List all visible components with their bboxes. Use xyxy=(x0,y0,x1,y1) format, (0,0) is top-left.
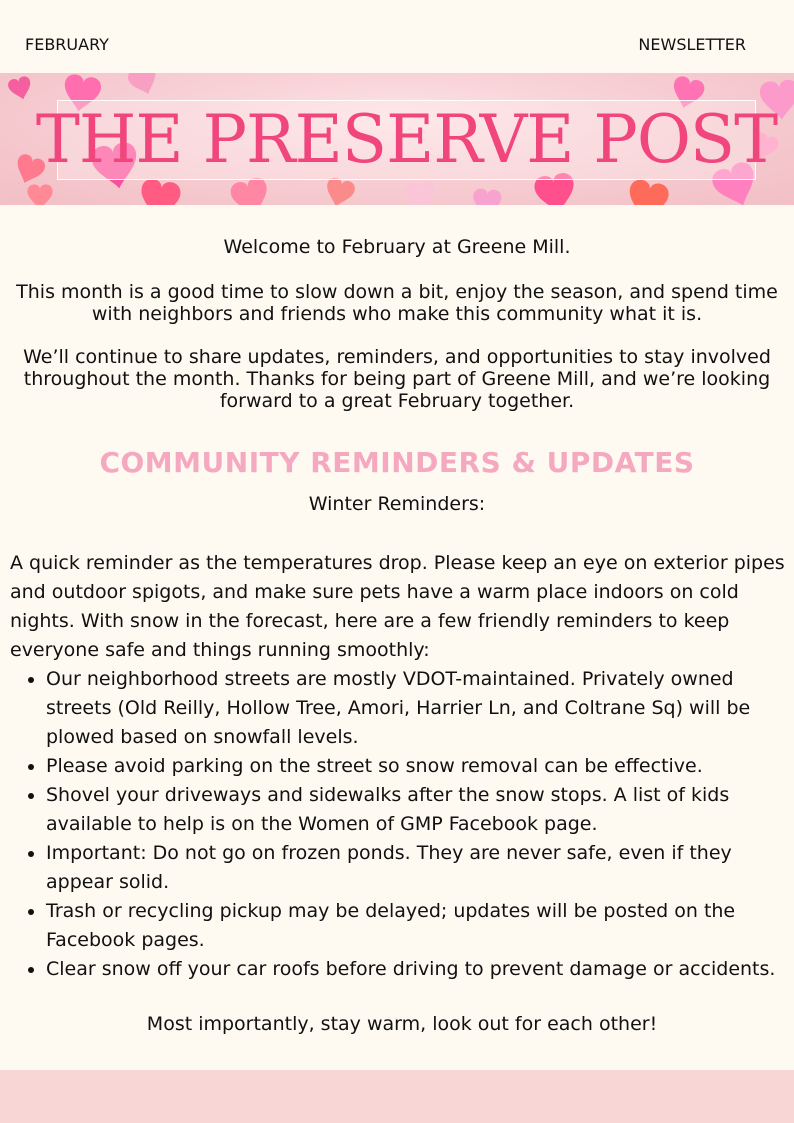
list-item: • Important: Do not go on frozen ponds. They are never safe, even if they appear solid. xyxy=(46,839,794,897)
title-banner xyxy=(0,73,794,205)
title-frame xyxy=(35,100,778,180)
reminders-paragraph: A quick reminder as the temperatures drop. Please keep an eye on exterior pipes and outdoor spigots, and make sure pets have a warm place indoors on cold nights. With snow in the forecast, here are a few friendly reminders to keep everyone safe and things running smoothly: xyxy=(10,552,785,661)
list-item: • Please avoid parking on the street so snow removal can be effective. xyxy=(46,752,794,781)
section-heading: COMMUNITY REMINDERS & UPDATES xyxy=(99,446,695,479)
footer-band xyxy=(0,1070,794,1123)
closing-line: Most importantly, stay warm, look out for each other! xyxy=(146,1013,658,1035)
list-item: • Clear snow off your car roofs before driving to prevent damage or accidents. xyxy=(46,955,794,984)
newsletter-title: THE PRESERVE POST xyxy=(35,101,778,178)
newsletter-label: NEWSLETTER xyxy=(638,35,746,54)
reminders-body xyxy=(10,549,794,984)
intro-paragraph-2: We’ll continue to share updates, reminders, and opportunities to stay involved throughout the month. Thanks for being part of Greene Mill, and we’re looking forward to a great February together. xyxy=(23,346,771,412)
welcome-line: Welcome to February at Greene Mill. xyxy=(223,236,571,258)
top-bar xyxy=(0,0,794,73)
section-subheading: Winter Reminders: xyxy=(308,493,486,515)
month-label: FEBRUARY xyxy=(25,35,109,54)
list-item: • Trash or recycling pickup may be delayed; updates will be posted on the Facebook pages. xyxy=(46,897,794,955)
list-item: • Our neighborhood streets are mostly VDOT-maintained. Privately owned streets (Old Reilly, Hollow Tree, Amori, Harrier Ln, and Coltrane Sq) will be plowed based on snowfall levels. xyxy=(46,665,794,752)
reminders-list xyxy=(10,665,794,984)
list-item: • Shovel your driveways and sidewalks after the snow stops. A list of kids available to help is on the Women of GMP Facebook page. xyxy=(46,781,794,839)
intro-paragraph-1: This month is a good time to slow down a bit, enjoy the season, and spend time with neighbors and friends who make this community what it is. xyxy=(16,281,778,325)
